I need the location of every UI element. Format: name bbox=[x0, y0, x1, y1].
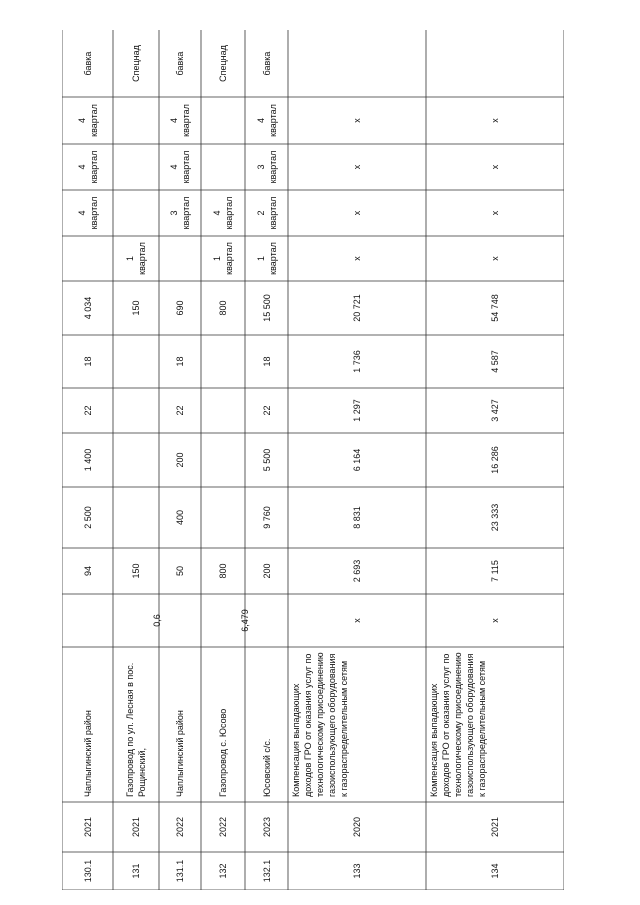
value-cell: 94 bbox=[82, 566, 93, 577]
quarter-label: 4 квартал bbox=[212, 196, 234, 230]
row-number: 132.1 bbox=[261, 859, 272, 883]
value-cell: 22 bbox=[82, 405, 93, 416]
x-mark: х bbox=[352, 256, 362, 261]
value-cell: 5 500 bbox=[261, 448, 272, 472]
value-cell: 2 500 bbox=[82, 506, 93, 529]
quarter-label: 3 квартал bbox=[169, 196, 191, 230]
value-cell: 6 164 bbox=[352, 448, 362, 472]
value-cell: 1 736 bbox=[352, 350, 362, 373]
tail-note: бавка bbox=[261, 51, 272, 76]
quarter-label: 1 квартал bbox=[125, 242, 147, 275]
row-year: 2021 bbox=[490, 816, 500, 838]
row-number: 131 bbox=[131, 863, 141, 879]
value-cell: 1 297 bbox=[352, 399, 362, 422]
x-mark: х bbox=[352, 164, 362, 170]
value-cell: 18 bbox=[175, 356, 185, 367]
row-year: 2023 bbox=[261, 816, 272, 838]
value-cell: 54 748 bbox=[490, 294, 500, 322]
param-cell: 0,6 bbox=[152, 614, 162, 627]
param-cell: 6,479 bbox=[239, 609, 250, 632]
value-cell: 16 286 bbox=[490, 446, 500, 474]
value-cell: 3 427 bbox=[490, 399, 500, 422]
quarter-label: 4 квартал bbox=[255, 104, 278, 137]
row-year: 2021 bbox=[82, 816, 93, 838]
row-year: 2021 bbox=[131, 816, 141, 838]
value-cell: 200 bbox=[175, 452, 185, 468]
value-cell: 22 bbox=[175, 405, 185, 416]
x-mark: х bbox=[490, 256, 500, 261]
value-cell: 800 bbox=[218, 300, 228, 316]
object-name: Чаплыгинский район bbox=[82, 710, 93, 797]
x-mark: х bbox=[490, 210, 500, 216]
value-cell: 23 333 bbox=[490, 503, 500, 532]
row-year: 2022 bbox=[175, 816, 185, 838]
quarter-label: 3 квартал bbox=[255, 150, 278, 184]
value-cell: 15 500 bbox=[261, 294, 272, 322]
value-cell: 400 bbox=[175, 509, 185, 526]
object-name: Газопровод с. Юсово bbox=[218, 708, 228, 797]
row-number: 132 bbox=[218, 863, 228, 879]
rotated-table bbox=[62, 30, 564, 890]
quarter-label: 4 квартал bbox=[169, 150, 191, 184]
value-cell: 800 bbox=[218, 563, 228, 579]
quarter-label: 1 квартал bbox=[212, 242, 234, 275]
object-name: Компенсация выпадающих доходов ГРО от оказания услуг по технологическому присоединению газоиспользующего оборудования к газораспределительным сетям bbox=[291, 652, 349, 797]
row-number: 133 bbox=[352, 863, 362, 879]
row-number: 131.1 bbox=[175, 859, 185, 883]
value-cell: 20 721 bbox=[352, 294, 362, 322]
object-name: Чаплыгинский район bbox=[175, 710, 185, 797]
tail-note: бавка bbox=[175, 51, 185, 76]
value-cell: 50 bbox=[175, 566, 185, 577]
quarter-label: 4 квартал bbox=[76, 104, 99, 137]
value-cell: 4 034 bbox=[82, 296, 93, 320]
quarter-label: 2 квартал bbox=[255, 196, 278, 230]
value-cell: 7 115 bbox=[490, 560, 500, 582]
param-cell: х bbox=[352, 618, 362, 623]
value-cell: 18 bbox=[82, 356, 93, 367]
tail-note: Спецнад bbox=[131, 45, 141, 82]
value-cell: 1 400 bbox=[82, 448, 93, 472]
value-cell: 2 693 bbox=[352, 559, 362, 583]
quarter-label: 4 квартал bbox=[76, 150, 99, 184]
x-mark: х bbox=[490, 164, 500, 170]
object-name: Компенсация выпадающих доходов ГРО от оказания услуг по технологическому присоединению газоиспользующего оборудования к газораспределительным сетям bbox=[429, 652, 487, 797]
x-mark: х bbox=[352, 210, 362, 216]
value-cell: 4 587 bbox=[490, 350, 500, 373]
quarter-label: 4 квартал bbox=[169, 104, 191, 137]
value-cell: 690 bbox=[175, 300, 185, 316]
tail-note: Спецнад bbox=[218, 45, 228, 82]
value-cell: 22 bbox=[261, 405, 272, 416]
row-number: 130.1 bbox=[82, 859, 93, 883]
object-name: Юсовский с/с. bbox=[261, 738, 272, 797]
value-cell: 150 bbox=[131, 300, 141, 316]
quarter-label: 1 квартал bbox=[255, 242, 278, 275]
value-cell: 150 bbox=[131, 563, 141, 579]
value-cell: 18 bbox=[261, 356, 272, 367]
x-mark: х bbox=[352, 118, 362, 123]
quarter-label: 4 квартал bbox=[76, 196, 99, 230]
x-mark: х bbox=[490, 118, 500, 123]
value-cell: 8 831 bbox=[352, 506, 362, 529]
value-cell: 9 760 bbox=[261, 506, 272, 529]
row-year: 2022 bbox=[218, 816, 228, 838]
row-number: 134 bbox=[490, 863, 500, 879]
object-name: Газопровод по ул. Лесная в пос. Рощинский, bbox=[125, 662, 147, 797]
param-cell: х bbox=[490, 618, 500, 623]
tail-note: бавка bbox=[82, 51, 93, 76]
row-year: 2020 bbox=[352, 816, 362, 838]
value-cell: 200 bbox=[261, 563, 272, 579]
